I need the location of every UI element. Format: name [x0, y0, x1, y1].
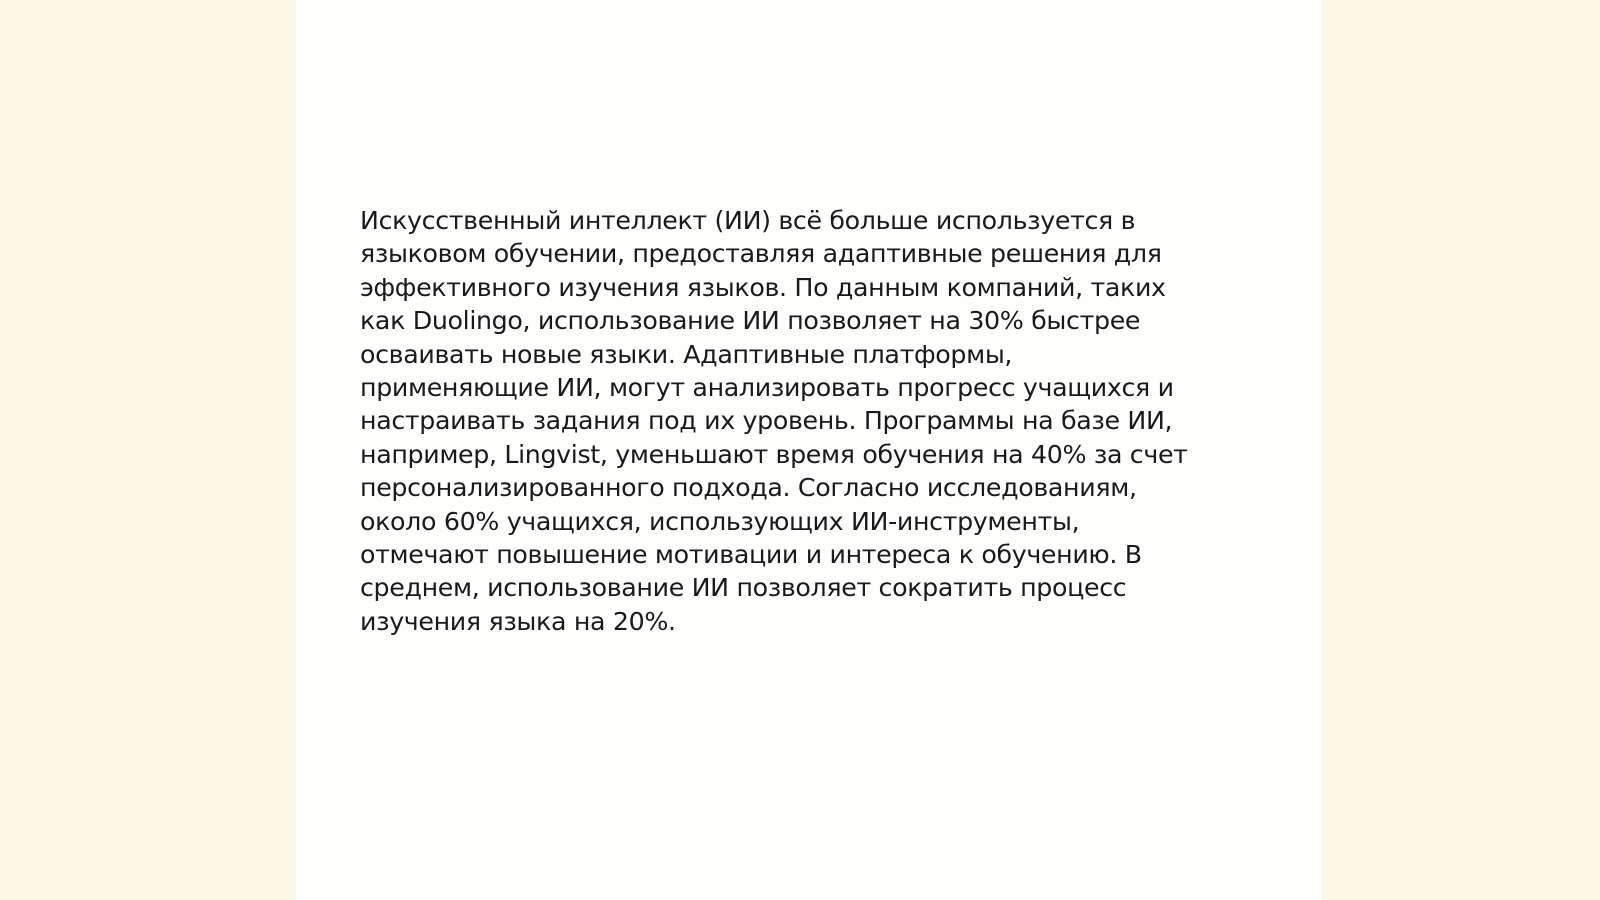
document-page [296, 0, 1322, 900]
body-paragraph: Искусственный интеллект (ИИ) всё больше используется в языковом обучении, предоставляя адаптивные решения для эффективного изучения языков. По данным компаний, таких как Duolingo, использование ИИ позволяет на 30% быстрее осваивать новые языки. Адаптивные платформы, применяющие ИИ, могут анализировать прогресс учащихся и настраивать задания под их уровень. Программы на базе ИИ, например, Lingvist, уменьшают время обучения на 40% за счет персонализированного подхода. Согласно исследованиям, около 60% учащихся, использующих ИИ-инструменты, отмечают повышение мотивации и интереса к обучению. В среднем, использование ИИ позволяет сократить процесс изучения языка на 20%. [360, 206, 1188, 636]
left-margin-band [0, 0, 296, 900]
right-margin-band [1322, 0, 1600, 900]
